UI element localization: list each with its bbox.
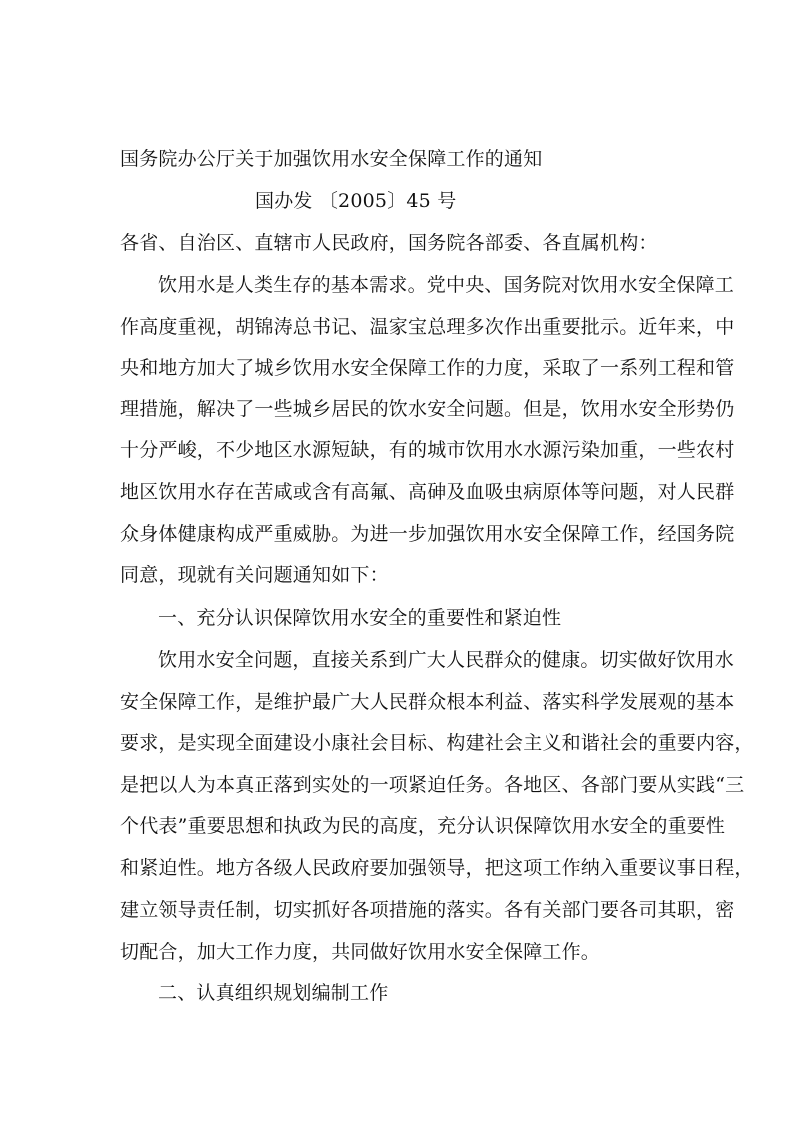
paragraph-1-line-5: 十分严峻，不少地区水源短缺，有的城市饮用水水源污染加重，一些农村	[120, 439, 735, 461]
paragraph-2-line-4: 是把以人为本真正落到实处的一项紧迫任务。各地区、各部门要从实践“三	[120, 774, 745, 796]
section-2-heading: 二、认真组织规划编制工作	[158, 982, 389, 1004]
paragraph-1-line-6: 地区饮用水存在苦咸或含有高氟、高砷及血吸虫病原体等问题，对人民群	[120, 481, 735, 503]
addressee: 各省、自治区、直辖市人民政府，国务院各部委、各直属机构：	[120, 232, 658, 254]
paragraph-1-line-1: 饮用水是人类生存的基本需求。党中央、国务院对饮用水安全保障工	[158, 274, 735, 296]
paragraph-1-line-8: 同意，现就有关问题通知如下：	[120, 564, 389, 586]
paragraph-2-line-6: 和紧迫性。地方各级人民政府要加强领导，把这项工作纳入重要议事日程，	[120, 857, 754, 879]
document-title: 国务院办公厅关于加强饮用水安全保障工作的通知	[120, 148, 543, 170]
paragraph-2-line-5: 个代表”重要思想和执政为民的高度，充分认识保障饮用水安全的重要性	[120, 815, 726, 837]
paragraph-2-line-8: 切配合，加大工作力度，共同做好饮用水安全保障工作。	[120, 941, 601, 963]
paragraph-1-line-2: 作高度重视，胡锦涛总书记、温家宝总理多次作出重要批示。近年来，中	[120, 316, 735, 338]
paragraph-2-line-2: 安全保障工作，是维护最广大人民群众根本利益、落实科学发展观的基本	[120, 691, 735, 713]
paragraph-1-line-3: 央和地方加大了城乡饮用水安全保障工作的力度，采取了一系列工程和管	[120, 357, 735, 379]
paragraph-2-line-1: 饮用水安全问题，直接关系到广大人民群众的健康。切实做好饮用水	[158, 649, 735, 671]
document-number: 国办发 〔2005〕45 号	[255, 190, 457, 212]
paragraph-1-line-7: 众身体健康构成严重威胁。为进一步加强饮用水安全保障工作，经国务院	[120, 523, 735, 545]
paragraph-1-line-4: 理措施，解决了一些城乡居民的饮水安全问题。但是，饮用水安全形势仍	[120, 398, 735, 420]
paragraph-2-line-7: 建立领导责任制，切实抓好各项措施的落实。各有关部门要各司其职，密	[120, 899, 735, 921]
paragraph-2-line-3: 要求，是实现全面建设小康社会目标、构建社会主义和谐社会的重要内容，	[120, 732, 754, 754]
section-1-heading: 一、充分认识保障饮用水安全的重要性和紧迫性	[158, 607, 562, 629]
